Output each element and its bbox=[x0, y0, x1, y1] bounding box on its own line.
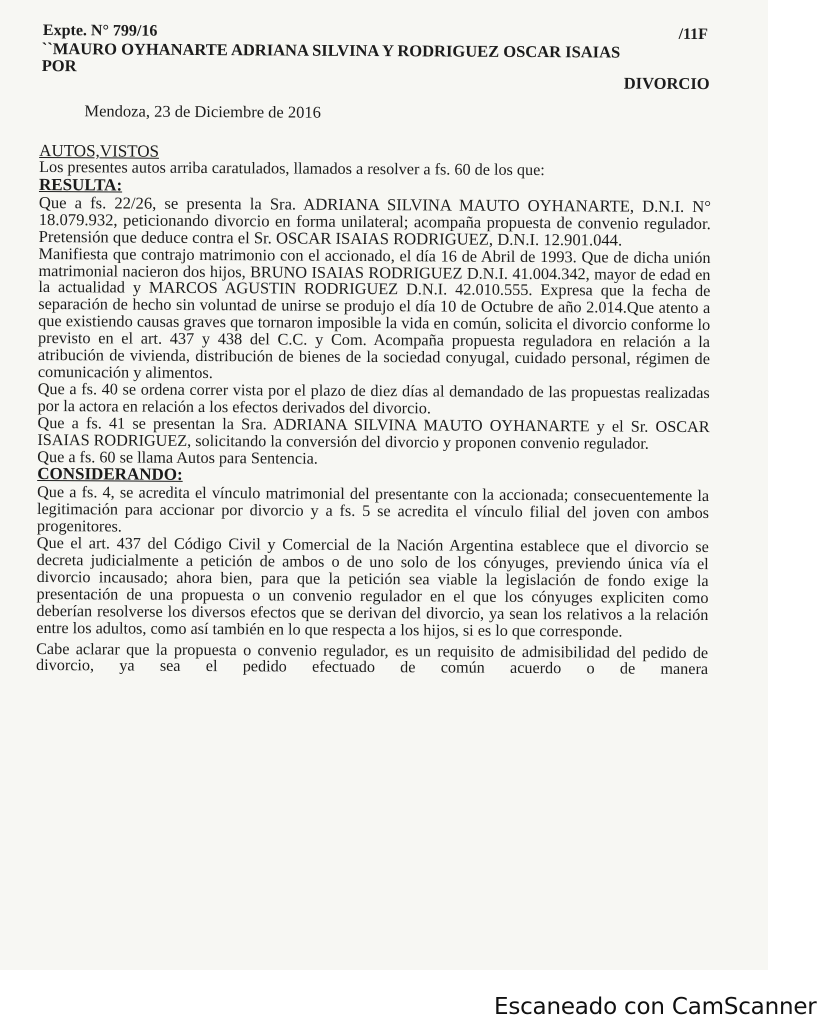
intro-paragraph: Los presentes autos arriba caratulados, llamados a resolver a fs. 60 de los que: bbox=[39, 157, 545, 180]
case-title-line2-right: DIVORCIO bbox=[623, 73, 710, 94]
considerando-paragraph-2: Que el art. 437 del Código Civil y Comercial de la Nación Argentina establece que el divorcio se decreta judicialmente a petición de ambos o de uno solo de los cónyuges, previendo única vía el divorcio incausado; ahora bien, para que la petición sea viable la legislación de fondo exige la presentación de una propuesta o un convenio regulador en el que los cónyuges expliciten como deberían resolverse los diversos efectos que se derivan del divorcio, ya sean los relativos a la relación entre los adultos, como así también en lo que respecta a los hijos, si es lo que corresponde. bbox=[36, 534, 709, 641]
case-title-line2-left: POR bbox=[41, 56, 77, 76]
court-document bbox=[36, 22, 712, 678]
foja-number: /11F bbox=[678, 25, 708, 44]
expediente-number: Expte. N° 799/16 bbox=[42, 22, 158, 40]
resulta-paragraph-2: Manifiesta que contrajo matrimonio con el accionado, el día 16 de Abril de 1993. Que de dicha unión matrimonial nacieron dos hijos, BRUNO ISAIAS RODRIGUEZ D.N.I. 41.004.342, mayor de edad en la actualidad y MARCOS AGUSTIN RODRIGUEZ D.N.I. 42.010.555. Expresa que la fecha de separación de hecho sin voluntad de unirse se produjo el día 10 de Octubre de año 2.014.Que atento a que existiendo causas graves que tornaron imposible la vida en común, solicita el divorcio conforme lo previsto en el art. 437 y 438 del C.C. y Com. Acompaña propuesta reguladora en relación a la atribución de vivienda, distribución de bienes de la sociedad conyugal, cuidado personal, régimen de comunicación y alimentos. bbox=[37, 243, 711, 383]
document-date: Mendoza, 23 de Diciembre de 2016 bbox=[84, 101, 321, 122]
resulta-paragraph-4: Que a fs. 41 se presentan la Sra. ADRIANA SILVINA MAUTO OYHANARTE y el Sr. OSCAR ISAIAS RODRIGUEZ, solicitando la conversión del divorcio y proponen convenio regulador. bbox=[37, 413, 710, 453]
section-resulta: RESULTA: bbox=[38, 174, 123, 195]
resulta-paragraph-1: Que a fs. 22/26, se presenta la Sra. ADRIANA SILVINA MAUTO OYHANARTE, D.N.I. N° 18.079.932, peticionando divorcio en forma unilateral; acompaña propuesta de convenio regulador. Pretensión que deduce contra el Sr. OSCAR ISAIAS RODRIGUEZ, D.N.I. 12.901.044. bbox=[38, 192, 711, 250]
considerando-paragraph-3: Cabe aclarar que la propuesta o convenio regulador, es un requisito de admisibilidad del pedido de divorcio, ya sea el pedido efectuado de común acuerdo o de manera bbox=[36, 639, 709, 679]
scanner-watermark: Escaneado con CamScanner bbox=[494, 994, 817, 1020]
considerando-paragraph-1: Que a fs. 4, se acredita el vínculo matrimonial del presentante con la accionada; consecuentemente la legitimación para accionar por divorcio y a fs. 5 se acredita el vínculo filial del joven con ambos progenitores. bbox=[36, 483, 710, 536]
section-considerando: CONSIDERANDO: bbox=[37, 464, 183, 485]
resulta-paragraph-3: Que a fs. 40 se ordena correr vista por el plazo de diez días al demandado de las propuestas realizadas por la actora en relación a los efectos derivados del divorcio. bbox=[37, 379, 710, 418]
resulta-paragraph-5: Que a fs. 60 se llama Autos para Sentencia. bbox=[37, 447, 318, 468]
case-title-line1: ``MAURO OYHANARTE ADRIANA SILVINA Y RODRIGUEZ OSCAR ISAIAS bbox=[41, 39, 621, 62]
section-autos-vistos: AUTOS,VISTOS bbox=[39, 140, 160, 161]
